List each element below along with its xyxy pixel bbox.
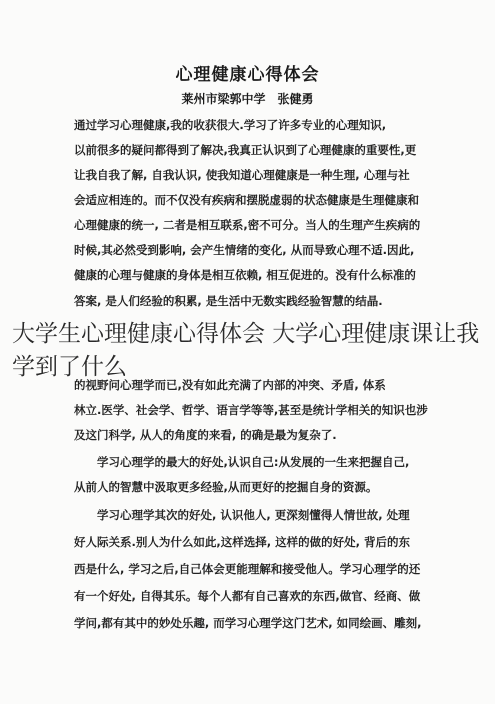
- document-author: 莱州市梁郭中学 张健勇: [181, 92, 314, 106]
- text-line: 学问,都有其中的妙处乐趣, 而学习心理学这门艺术, 如同绘画、雕刻,: [74, 616, 422, 630]
- text-line: 健康的心理与健康的身体是相互依赖, 相互促进的。没有什么标准的: [74, 268, 416, 282]
- text-line: 西是什么, 学习之后,自己体会更能理解和接受他人。学习心理学的还: [74, 562, 421, 576]
- text-line: 让我自我了解, 自我认识, 使我知道心理健康是一种生理, 心理与社: [74, 168, 410, 182]
- text-line: 心理健康的统一, 二者是相互联系,密不可分。当人的生理产生疾病的: [74, 218, 421, 232]
- document-title: 心理健康心得体会: [175, 65, 320, 85]
- text-line: 会适应相连的。而不仅没有疾病和摆脱虚弱的状态健康是生理健康和: [74, 193, 419, 207]
- text-line: 通过学习心理健康,我的收获很大.学习了许多专业的心理知识,: [74, 118, 387, 132]
- text-line: 时候,其必然受到影响, 会产生情绪的变化, 从而导致心理不适.因此,: [74, 243, 415, 257]
- text-line: 答案, 是人们经验的积累, 是生活中无数实践经验智慧的结晶.: [74, 294, 383, 308]
- text-line: 学习心理学的最大的好处,认识自己:从发展的一生来把握自己,: [74, 455, 410, 469]
- text-line: 以前很多的疑问都得到了解决,我真正认识到了心理健康的重要性,更: [74, 143, 417, 157]
- text-line: 从前人的智慧中汲取更多经验,从而更好的挖掘自身的资源。: [74, 480, 378, 494]
- text-line: 及这门科学, 从人的角度的来看, 的确是最为复杂了.: [74, 428, 337, 442]
- text-line: 好人际关系.别人为什么如此,这样选择, 这样的做的好处, 背后的东: [74, 535, 410, 549]
- text-line: 有一个好处, 自得其乐。每个人都有自己喜欢的东西,做官、经商、做: [74, 589, 421, 603]
- text-line: 学习心理学其次的好处, 认识他人, 更深刻懂得人情世故, 处理: [74, 508, 410, 522]
- overlay-caption: 大学生心理健康心得体会 大学心理健康课让我学到了什么: [12, 321, 480, 380]
- text-line: 的视野问心理学而已,没有如此充满了内部的冲突、矛盾, 体系: [74, 378, 386, 392]
- text-line: 林立.医学、社会学、哲学、语言学等等,甚至是统计学相关的知识也涉: [74, 403, 428, 417]
